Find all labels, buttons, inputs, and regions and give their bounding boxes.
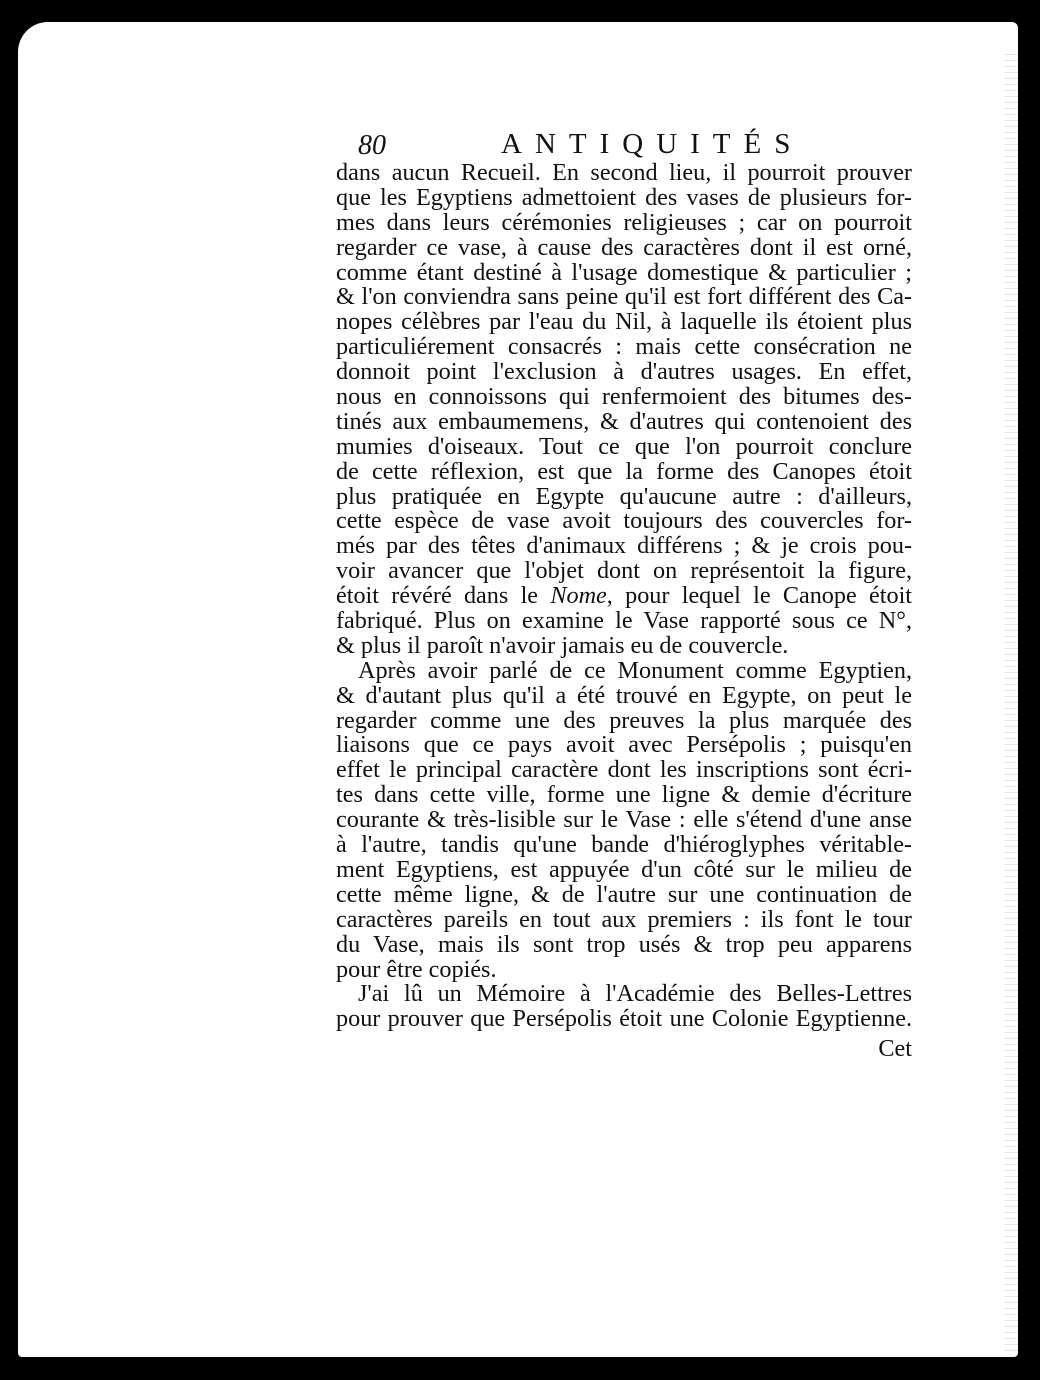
text-line: à l'autre, tandis qu'une bande d'hiéroglyphes véritable- xyxy=(336,831,912,859)
text-line: nopes célèbres par l'eau du Nil, à laquelle ils étoient plus xyxy=(336,308,912,336)
page-number: 80 xyxy=(358,130,386,161)
text-line: effet le principal caractère dont les inscriptions sont écri- xyxy=(336,756,912,784)
text-line: Après avoir parlé de ce Monument comme Egyptien, xyxy=(358,656,912,684)
text-line: tes dans cette ville, forme une ligne & demie d'écriture xyxy=(336,781,912,809)
text-line: courante & très-lisible sur le Vase : elle s'étend d'une anse xyxy=(336,806,912,834)
text-line: voir avancer que l'objet dont on représentoit la figure, xyxy=(336,557,912,585)
page-spine-edge xyxy=(1004,52,1018,1352)
text-line: tinés aux embaumemens, & d'autres qui contenoient des xyxy=(336,407,912,435)
text-line: nous en connoissons qui renfermoient des bitumes des- xyxy=(336,383,912,411)
text-line: liaisons que ce pays avoit avec Persépolis ; puisqu'en xyxy=(336,731,912,759)
text-line: cette espèce de vase avoit toujours des couvercles for- xyxy=(336,507,912,535)
text-line: més par des têtes d'animaux différens ; & je crois pou- xyxy=(336,532,912,560)
text-line: fabriqué. Plus on examine le Vase rapporté sous ce N°, xyxy=(336,607,912,635)
text-line: caractères pareils en tout aux premiers : ils font le tour xyxy=(336,905,912,933)
text-segment: , pour lequel le Canope étoit xyxy=(606,582,913,610)
text-line: pour prouver que Persépolis étoit une Colonie Egyptienne. xyxy=(336,1005,912,1033)
catchword: Cet xyxy=(878,1035,912,1062)
text-line: ment Egyptiens, est appuyée d'un côté sur le milieu de xyxy=(336,855,912,883)
text-line: & d'autant plus qu'il a été trouvé en Egypte, on peut le xyxy=(336,681,912,709)
text-line: donnoit point l'exclusion à d'autres usages. En effet, xyxy=(336,358,912,386)
page-header xyxy=(336,114,936,164)
text-line: que les Egyptiens admettoient des vases de plusieurs for- xyxy=(336,183,912,211)
text-line-with-italic xyxy=(336,584,912,609)
text-line: particuliérement consacrés : mais cette consécration ne xyxy=(336,333,912,361)
text-line: dans aucun Recueil. En second lieu, il pourroit prouver xyxy=(336,159,912,186)
running-title: ANTIQUITÉS xyxy=(501,128,804,160)
text-segment: étoit révéré dans le xyxy=(336,582,539,610)
text-line: regarder comme une des preuves la plus marquée des xyxy=(336,706,912,734)
text-line: comme étant destiné à l'usage domestique & particulier ; xyxy=(336,258,912,286)
text-line: plus pratiquée en Egypte qu'aucune autre : d'ailleurs, xyxy=(336,482,912,510)
text-line: & plus il paroît n'avoir jamais eu de couvercle. xyxy=(336,631,789,659)
text-line: mes dans leurs cérémonies religieuses ; car on pourroit xyxy=(336,208,912,236)
body-text xyxy=(336,161,912,1032)
text-line: mumies d'oiseaux. Tout ce que l'on pourroit conclure xyxy=(336,432,912,460)
text-line: pour être copiés. xyxy=(336,955,497,983)
text-line: cette même ligne, & de l'autre sur une continuation de xyxy=(336,880,912,908)
text-line: & l'on conviendra sans peine qu'il est fort différent des Ca- xyxy=(336,283,912,311)
text-line: du Vase, mais ils sont trop usés & trop peu apparens xyxy=(336,930,912,958)
text-line: regarder ce vase, à cause des caractères dont il est orné, xyxy=(336,233,912,261)
text-line: de cette réflexion, est que la forme des Canopes étoit xyxy=(336,457,912,485)
text-line: J'ai lû un Mémoire à l'Académie des Belles-Lettres xyxy=(358,980,912,1008)
italic-term: Nome xyxy=(550,582,607,610)
